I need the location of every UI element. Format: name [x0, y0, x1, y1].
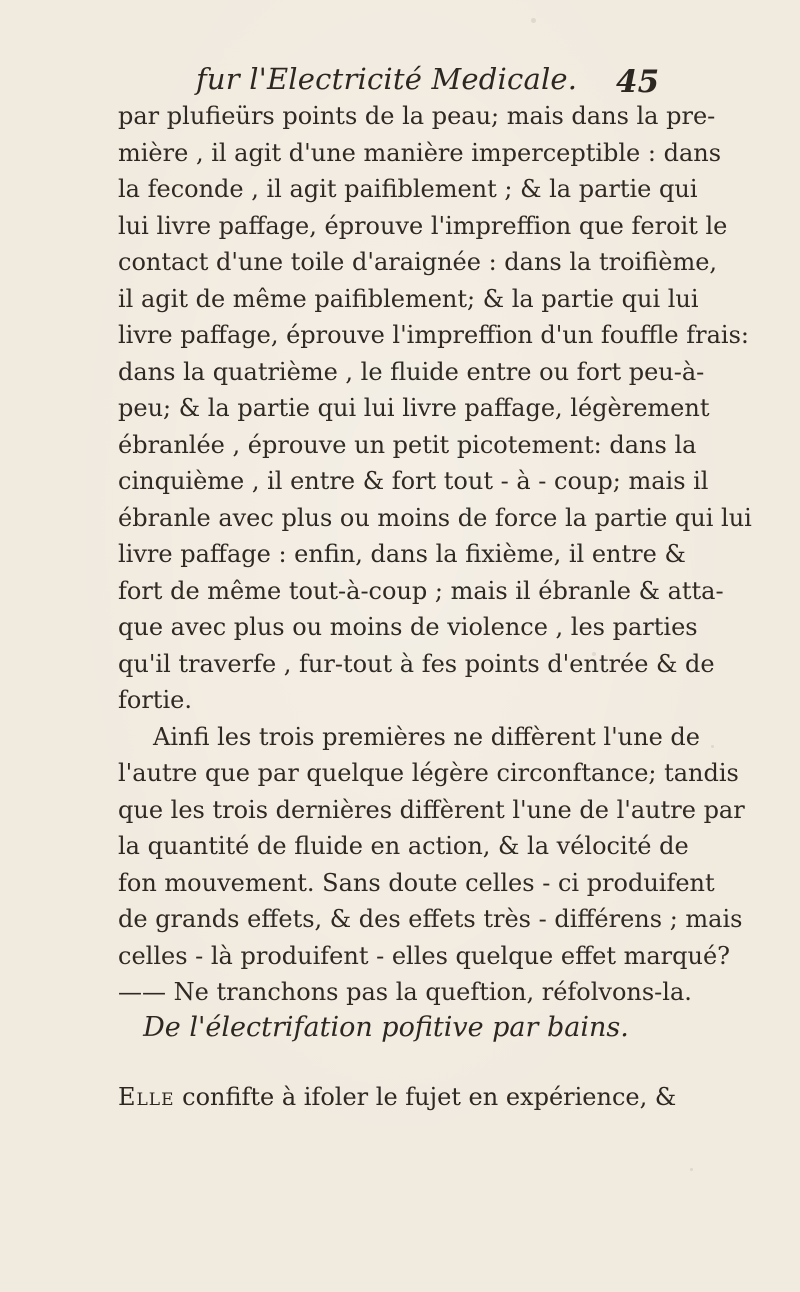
text-line: lui livre paffage, éprouve l'impreffion que feroit le: [118, 211, 728, 240]
text-line: fort de même tout-à-coup ; mais il ébranle & atta-: [118, 576, 724, 605]
text-line: livre paffage : enfin, dans la fixième, il entre &: [118, 540, 686, 568]
final-text-line: [118, 1079, 677, 1115]
paper-speck: [690, 1168, 693, 1171]
text-line: que avec plus ou moins de violence , les parties: [118, 613, 698, 641]
text-line: qu'il traverfe , fur-tout à fes points d'entrée & de: [118, 649, 715, 678]
text-line: peu; & la partie qui lui livre paffage, légèrement: [118, 394, 710, 422]
page-header: [0, 52, 800, 100]
running-title: fur l'Electricité Medicale.: [196, 62, 578, 96]
text-line: fortie.: [118, 686, 192, 714]
text-line: la feconde , il agit paifiblement ; & la partie qui: [118, 175, 698, 203]
text-line: par plufieürs points de la peau; mais dans la pre-: [118, 102, 716, 130]
text-line: ébranlée , éprouve un petit picotement: dans la: [118, 430, 697, 459]
text-line: cinquième , il entre & fort tout - à - coup; mais il: [118, 467, 709, 495]
section-heading: [0, 1012, 800, 1043]
text-line: Ainfi les trois premières ne diffèrent l'une de: [153, 722, 700, 751]
text-line: la quantité de fluide en action, & la vélocité de: [118, 832, 689, 860]
section-title: De l'électrifation pofitive par bains.: [143, 1012, 629, 1043]
paper-speck: [711, 745, 714, 748]
text-line: il agit de même paifiblement; & la partie qui lui: [118, 284, 699, 313]
paper-speck: [531, 18, 536, 23]
page-number: 45: [616, 64, 660, 100]
text-line: que les trois dernières diffèrent l'une de l'autre par: [118, 795, 745, 824]
text-line: mière , il agit d'une manière imperceptible : dans: [118, 138, 722, 167]
body-text: [118, 98, 752, 1011]
final-line-rest: confifte à ifoler le fujet en expérience, &: [174, 1083, 677, 1111]
text-line: celles - là produifent - elles quelque effet marqué?: [118, 941, 731, 970]
text-line: —— Ne tranchons pas la queftion, réfolvons-la.: [118, 978, 692, 1006]
text-line: ébranle avec plus ou moins de force la partie qui lui: [118, 503, 752, 532]
text-line: livre paffage, éprouve l'impreffion d'un fouffle frais:: [118, 321, 750, 349]
text-line: fon mouvement. Sans doute celles - ci produifent: [118, 868, 715, 897]
initial-word: Elle: [118, 1083, 175, 1111]
text-line: l'autre que par quelque légère circonftance; tandis: [118, 759, 739, 787]
text-line: de grands effets, & des effets très - différens ; mais: [118, 905, 743, 933]
text-line: dans la quatrième , le fluide entre ou fort peu-à-: [118, 357, 705, 386]
text-line: contact d'une toile d'araignée : dans la troifième,: [118, 248, 718, 276]
